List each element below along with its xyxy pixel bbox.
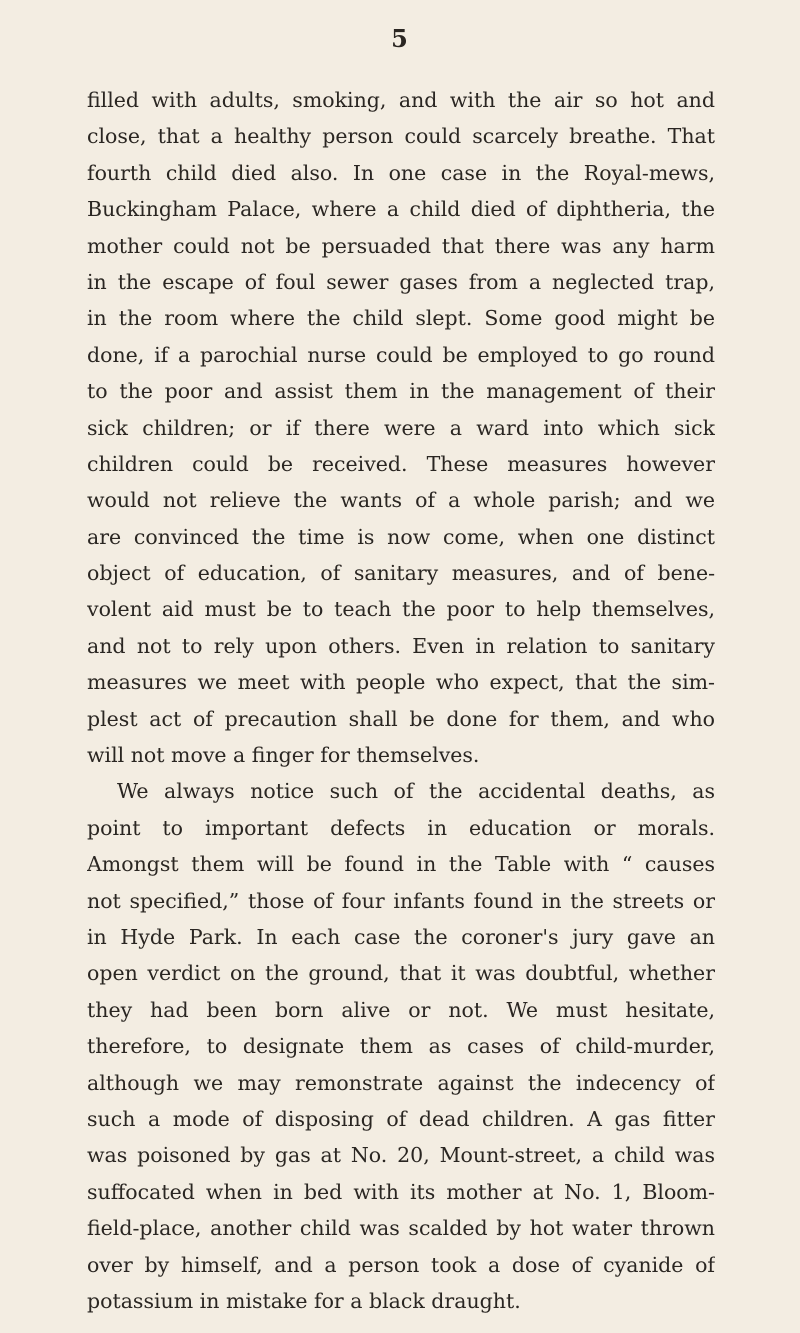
text-line: volent aid must be to teach the poor to help themselves,	[87, 597, 715, 622]
text-line: will not move a finger for themselves.	[87, 743, 480, 768]
text-line: close, that a healthy person could scarcely breathe. That	[87, 124, 715, 149]
text-line: therefore, to designate them as cases of child-murder,	[87, 1034, 715, 1059]
text-line: and not to rely upon others. Even in relation to sanitary	[87, 633, 715, 658]
text-line: not specified,” those of four infants found in the streets or	[87, 888, 715, 913]
text-line: field-place, another child was scalded by hot water thrown	[87, 1216, 715, 1241]
text-line: done, if a parochial nurse could be employed to go round	[87, 342, 715, 367]
text-line: suffocated when in bed with its mother at No. 1, Bloom-	[87, 1179, 715, 1204]
text-line: mother could not be persuaded that there was any harm	[87, 233, 715, 258]
text-line: such a mode of disposing of dead children. A gas fitter	[87, 1106, 715, 1131]
text-line: they had been born alive or not. We must hesitate,	[87, 997, 715, 1022]
body-text	[87, 82, 715, 1319]
text-line: open verdict on the ground, that it was doubtful, whether	[87, 961, 715, 986]
text-line: We always notice such of the accidental deaths, as	[117, 779, 715, 804]
text-line: over by himself, and a person took a dose of cyanide of	[87, 1252, 715, 1277]
text-line: are convinced the time is now come, when one distinct	[87, 524, 715, 549]
text-line: object of education, of sanitary measures, and of bene-	[87, 561, 715, 586]
text-line: to the poor and assist them in the management of their	[87, 379, 715, 404]
text-line: measures we meet with people who expect, that the sim-	[87, 670, 715, 695]
text-line: Amongst them will be found in the Table with “ causes	[87, 852, 715, 877]
text-line: potassium in mistake for a black draught.	[87, 1288, 521, 1313]
text-line: was poisoned by gas at No. 20, Mount-street, a child was	[87, 1143, 715, 1168]
text-line: point to important defects in education or morals.	[87, 815, 715, 840]
text-line: in the escape of foul sewer gases from a neglected trap,	[87, 269, 715, 294]
text-line: in the room where the child slept. Some good might be	[87, 306, 715, 331]
text-line: children could be received. These measures however	[87, 451, 715, 476]
text-line: filled with adults, smoking, and with the air so hot and	[87, 88, 715, 112]
text-line: in Hyde Park. In each case the coroner's jury gave an	[87, 924, 715, 949]
text-line: plest act of precaution shall be done for them, and who	[87, 706, 715, 731]
page-number: 5	[391, 24, 409, 53]
text-line: Buckingham Palace, where a child died of diphtheria, the	[87, 197, 715, 222]
text-line: would not relieve the wants of a whole parish; and we	[87, 488, 715, 513]
text-line: sick children; or if there were a ward into which sick	[87, 415, 715, 440]
text-line: although we may remonstrate against the indecency of	[87, 1070, 715, 1095]
text-line: fourth child died also. In one case in the Royal-mews,	[87, 160, 715, 185]
